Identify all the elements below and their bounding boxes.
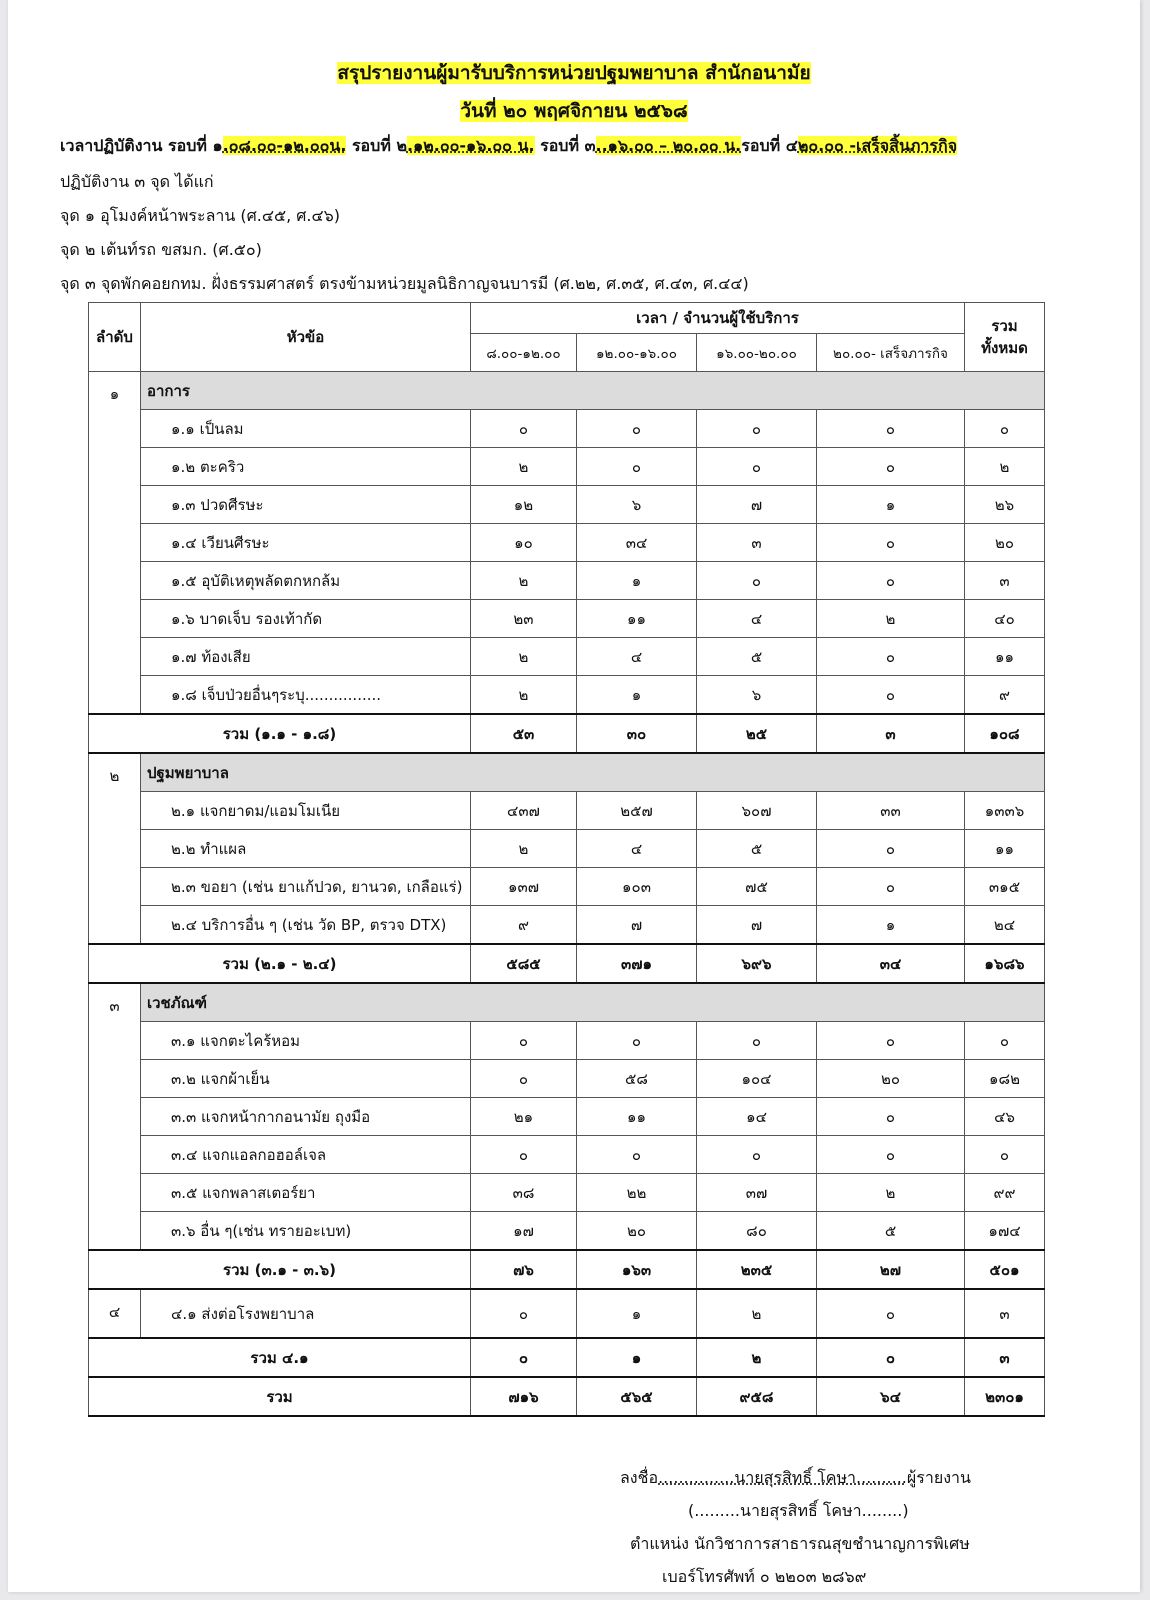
table-row (89, 792, 1045, 830)
row-label: ๑.๗ ท้องเสีย (141, 638, 471, 676)
row-slot-value: ๖๐๗ (697, 792, 817, 830)
row-slot-value: ๐ (817, 524, 965, 562)
row-slot-value: ๐ (697, 1136, 817, 1174)
row-label: ๓.๔ แจกแอลกอฮอล์เจล (141, 1136, 471, 1174)
row-slot-value: ๓๘ (471, 1174, 577, 1212)
signature-prefix: ลงชื่อ (620, 1468, 659, 1487)
section-header-row (89, 983, 1045, 1022)
row-slot-value: ๐ (577, 448, 697, 486)
round-2-time: .๑๒.๐๐-๑๖.๐๐ น. (406, 136, 535, 155)
row-total-value: ๙๙ (965, 1174, 1045, 1212)
row-label: ๔.๑ ส่งต่อโรงพยาบาล (141, 1289, 471, 1338)
section-total-value: ๑๖๓ (577, 1250, 697, 1289)
row-slot-value: ๔ (577, 638, 697, 676)
schedule-prefix: เวลาปฏิบัติงาน รอบที่ ๑ (60, 136, 223, 155)
row-slot-value: ๒ (471, 638, 577, 676)
row-slot-value: ๐ (817, 1022, 965, 1060)
report-page (8, 0, 1140, 1592)
table-row (89, 600, 1045, 638)
row-slot-value: ๒ (817, 600, 965, 638)
section-total-value: ๗๖ (471, 1250, 577, 1289)
row-slot-value: ๒ (697, 1289, 817, 1338)
grand-total-value: ๒๓๐๑ (965, 1377, 1045, 1416)
row-label: ๓.๑ แจกตะไคร้หอม (141, 1022, 471, 1060)
header-time-count: เวลา / จำนวนผู้ใช้บริการ (471, 303, 965, 334)
header-slot-4: ๒๐.๐๐- เสร็จภารกิจ (817, 334, 965, 372)
row-slot-value: ๐ (697, 410, 817, 448)
table-row (89, 524, 1045, 562)
table-row (89, 1136, 1045, 1174)
row-slot-value: ๓๔ (577, 524, 697, 562)
row-total-value: ๒๐ (965, 524, 1045, 562)
schedule-mid-1: รอบที่ ๒ (346, 136, 407, 155)
row-slot-value: ๑๑ (577, 1098, 697, 1136)
row-slot-value: ๑๐๔ (697, 1060, 817, 1098)
section-title: ปฐมพยาบาล (141, 753, 1045, 792)
round-1-time: .๐๘.๐๐-๑๒.๐๐น. (222, 136, 347, 155)
section-total-value: ๑๐๘ (965, 714, 1045, 753)
row-slot-value: ๑ (817, 486, 965, 524)
table-row (89, 448, 1045, 486)
row-label: ๒.๒ ทำแผล (141, 830, 471, 868)
row-total-value: ๙ (965, 676, 1045, 715)
row-slot-value: ๑ (577, 562, 697, 600)
header-seq: ลำดับ (89, 303, 141, 372)
row-slot-value: ๒ (471, 676, 577, 715)
row-slot-value: ๐ (817, 448, 965, 486)
header-total (965, 303, 1045, 372)
row-total-value: ๑๘๒ (965, 1060, 1045, 1098)
row-total-value: ๒๔ (965, 906, 1045, 945)
location-2: จุด ๒ เต้นท์รถ ขสมก. (ศ.๕๐) (60, 240, 262, 259)
row-slot-value: ๐ (817, 562, 965, 600)
row-total-value: ๒ (965, 448, 1045, 486)
row-slot-value: ๔ (697, 600, 817, 638)
grand-total-row (89, 1377, 1045, 1416)
row-label: ๒.๑ แจกยาดม/แอมโมเนีย (141, 792, 471, 830)
schedule-mid-3: รอบที่ ๔ (741, 136, 798, 155)
row-slot-value: ๑๑ (577, 600, 697, 638)
row-slot-value: ๒๓ (471, 600, 577, 638)
row-slot-value: ๑ (817, 906, 965, 945)
row-slot-value: ๘๐ (697, 1212, 817, 1251)
row-slot-value: ๑๐ (471, 524, 577, 562)
row-label: ๑.๕ อุบัติเหตุพลัดตกหกล้ม (141, 562, 471, 600)
table-row (89, 638, 1045, 676)
schedule-mid-2: รอบที่ ๓ (534, 136, 596, 155)
row-slot-value: ๒๐ (577, 1212, 697, 1251)
section-header-row (89, 372, 1045, 410)
table-row (89, 676, 1045, 715)
section-total-value: ๐ (471, 1338, 577, 1377)
section-total-label: รวม (๓.๑ - ๓.๖) (89, 1250, 471, 1289)
row-slot-value: ๗ (577, 906, 697, 945)
signature-line (620, 1466, 971, 1491)
row-total-value: ๒๖ (965, 486, 1045, 524)
section-total-label: รวม (๒.๑ - ๒.๔) (89, 944, 471, 983)
row-label: ๓.๓ แจกหน้ากากอนามัย ถุงมือ (141, 1098, 471, 1136)
row-slot-value: ๕ (697, 830, 817, 868)
row-slot-value: ๕ (817, 1212, 965, 1251)
grand-total-value: ๕๖๕ (577, 1377, 697, 1416)
section-seq: ๑ (89, 372, 141, 715)
grand-total-value: ๙๕๘ (697, 1377, 817, 1416)
section-seq: ๔ (89, 1289, 141, 1338)
section-total-value: ๓ (817, 714, 965, 753)
grand-total-value: ๖๔ (817, 1377, 965, 1416)
table-row (89, 562, 1045, 600)
row-slot-value: ๙ (471, 906, 577, 945)
row-slot-value: ๗ (697, 906, 817, 945)
row-slot-value: ๓๗ (697, 1174, 817, 1212)
row-slot-value: ๒๒ (577, 1174, 697, 1212)
section-title: เวชภัณฑ์ (141, 983, 1045, 1022)
grand-total-label: รวม (89, 1377, 471, 1416)
row-label: ๑.๖ บาดเจ็บ รองเท้ากัด (141, 600, 471, 638)
row-slot-value: ๒ (471, 830, 577, 868)
header-slot-3: ๑๖.๐๐-๒๐.๐๐ (697, 334, 817, 372)
row-total-value: ๓ (965, 562, 1045, 600)
header-topic: หัวข้อ (141, 303, 471, 372)
section-total-row (89, 714, 1045, 753)
row-slot-value: ๐ (817, 830, 965, 868)
row-slot-value: ๓ (697, 524, 817, 562)
section-total-value: ๑ (577, 1338, 697, 1377)
section-total-value: ๕๐๑ (965, 1250, 1045, 1289)
row-label: ๓.๒ แจกผ้าเย็น (141, 1060, 471, 1098)
row-label: ๑.๘ เจ็บป่วยอื่นๆระบุ................ (141, 676, 471, 715)
table-row (89, 830, 1045, 868)
section-total-value: ๒๗ (817, 1250, 965, 1289)
row-total-value: ๑๑ (965, 830, 1045, 868)
row-slot-value: ๒๐ (817, 1060, 965, 1098)
report-date (8, 96, 1140, 126)
row-slot-value: ๐ (817, 1289, 965, 1338)
row-label: ๓.๕ แจกพลาสเตอร์ยา (141, 1174, 471, 1212)
header-slot-2: ๑๒.๐๐-๑๖.๐๐ (577, 334, 697, 372)
row-slot-value: ๗ (697, 486, 817, 524)
section-total-value: ๓ (965, 1338, 1045, 1377)
section-total-value: ๓๔ (817, 944, 965, 983)
table-row (89, 1098, 1045, 1136)
row-slot-value: ๑๐๓ (577, 868, 697, 906)
row-total-value: ๑๗๔ (965, 1212, 1045, 1251)
section-title: อาการ (141, 372, 1045, 410)
schedule-line (60, 134, 957, 159)
row-slot-value: ๖ (697, 676, 817, 715)
row-slot-value: ๑๒ (471, 486, 577, 524)
row-slot-value: ๐ (817, 410, 965, 448)
row-slot-value: ๒๑ (471, 1098, 577, 1136)
row-total-value: ๔๐ (965, 600, 1045, 638)
row-total-value: ๔๖ (965, 1098, 1045, 1136)
section-total-value: ๑๖๘๖ (965, 944, 1045, 983)
table-row (89, 410, 1045, 448)
table-row (89, 486, 1045, 524)
section-total-value: ๐ (817, 1338, 965, 1377)
section-total-label: รวม (๑.๑ - ๑.๘) (89, 714, 471, 753)
row-label: ๒.๓ ขอยา (เช่น ยาแก้ปวด, ยานวด, เกลือแร่) (141, 868, 471, 906)
report-date-text: วันที่ ๒๐ พฤศจิกายน ๒๕๖๘ (460, 100, 688, 122)
header-total-line-1: รวม (991, 316, 1018, 335)
row-slot-value: ๐ (471, 410, 577, 448)
row-slot-value: ๖ (577, 486, 697, 524)
row-slot-value: ๐ (471, 1289, 577, 1338)
row-label: ๓.๖ อื่น ๆ(เช่น ทรายอะเบท) (141, 1212, 471, 1251)
report-title-text: สรุปรายงานผู้มารับบริการหน่วยปฐมพยาบาล สำนักอนามัย (337, 62, 811, 84)
row-slot-value: ๒ (471, 562, 577, 600)
round-3-time: ..๑๖.๐๐ – ๒๐.๐๐ น. (595, 136, 742, 155)
row-slot-value: ๒๕๗ (577, 792, 697, 830)
section-total-row (89, 1338, 1045, 1377)
row-slot-value: ๔๓๗ (471, 792, 577, 830)
row-slot-value: ๕๘ (577, 1060, 697, 1098)
row-slot-value: ๑๓๗ (471, 868, 577, 906)
round-4-time: ๒๐.๐๐ -เสร็จสิ้นภารกิจ (797, 136, 958, 155)
row-slot-value: ๑๗ (471, 1212, 577, 1251)
row-total-value: ๓ (965, 1289, 1045, 1338)
location-3: จุด ๓ จุดพักคอยกทม. ฝั่งธรรมศาสตร์ ตรงข้ามหน่วยมูลนิธิกาญจนบารมี (ศ.๒๒, ศ.๓๕, ศ.๔๓, ศ.๔๔) (60, 274, 749, 293)
location-1: จุด ๑ อุโมงค์หน้าพระลาน (ศ.๔๕, ศ.๔๖) (60, 206, 340, 225)
signature-name: ...............นายสุรสิทธิ์ โคษา.......... (658, 1468, 907, 1487)
row-label: ๑.๑ เป็นลม (141, 410, 471, 448)
section-total-value: ๒๓๕ (697, 1250, 817, 1289)
row-label: ๑.๔ เวียนศีรษะ (141, 524, 471, 562)
header-total-line-2: ทั้งหมด (981, 339, 1028, 357)
report-title (8, 58, 1140, 88)
row-slot-value: ๐ (817, 868, 965, 906)
table-row (89, 1060, 1045, 1098)
table-row (89, 868, 1045, 906)
row-slot-value: ๑๔ (697, 1098, 817, 1136)
row-total-value: ๐ (965, 1136, 1045, 1174)
signature-position: ตำแหน่ง นักวิชาการสาธารณสุขชำนาญการพิเศษ (630, 1534, 970, 1553)
row-slot-value: ๐ (471, 1022, 577, 1060)
row-slot-value: ๕ (697, 638, 817, 676)
row-slot-value: ๑ (577, 676, 697, 715)
section-total-value: ๒๕ (697, 714, 817, 753)
report-table-body (89, 372, 1045, 1417)
row-total-value: ๓๑๕ (965, 868, 1045, 906)
row-slot-value: ๐ (471, 1060, 577, 1098)
table-row (89, 1289, 1045, 1338)
signature-printed-name: (.........นายสุรสิทธิ์ โคษา........) (688, 1501, 909, 1520)
section-total-value: ๓๐ (577, 714, 697, 753)
row-slot-value: ๐ (697, 448, 817, 486)
row-total-value: ๑๑ (965, 638, 1045, 676)
section-total-label: รวม ๔.๑ (89, 1338, 471, 1377)
service-report-table (88, 302, 1045, 1417)
row-slot-value: ๐ (697, 1022, 817, 1060)
row-slot-value: ๓๓ (817, 792, 965, 830)
signature-phone: เบอร์โทรศัพท์ ๐ ๒๒๐๓ ๒๘๖๙ (662, 1567, 867, 1586)
row-label: ๑.๓ ปวดศีรษะ (141, 486, 471, 524)
row-slot-value: ๒ (817, 1174, 965, 1212)
section-total-row (89, 1250, 1045, 1289)
table-row (89, 1212, 1045, 1251)
row-total-value: ๑๓๓๖ (965, 792, 1045, 830)
section-total-value: ๕๘๕ (471, 944, 577, 983)
signature-suffix: ผู้รายงาน (906, 1468, 971, 1487)
section-seq: ๒ (89, 753, 141, 944)
row-slot-value: ๐ (817, 676, 965, 715)
row-slot-value: ๐ (817, 1098, 965, 1136)
row-slot-value: ๐ (817, 638, 965, 676)
table-row (89, 1174, 1045, 1212)
table-row (89, 1022, 1045, 1060)
row-total-value: ๐ (965, 1022, 1045, 1060)
row-label: ๒.๔ บริการอื่น ๆ (เช่น วัด BP, ตรวจ DTX) (141, 906, 471, 945)
section-total-value: ๒ (697, 1338, 817, 1377)
row-slot-value: ๑ (577, 1289, 697, 1338)
row-slot-value: ๒ (471, 448, 577, 486)
section-header-row (89, 753, 1045, 792)
row-slot-value: ๐ (577, 1022, 697, 1060)
section-total-value: ๖๙๖ (697, 944, 817, 983)
row-slot-value: ๐ (471, 1136, 577, 1174)
row-slot-value: ๐ (577, 410, 697, 448)
header-slot-1: ๘.๐๐-๑๒.๐๐ (471, 334, 577, 372)
grand-total-value: ๗๑๖ (471, 1377, 577, 1416)
section-seq: ๓ (89, 983, 141, 1250)
row-slot-value: ๔ (577, 830, 697, 868)
section-total-value: ๓๗๑ (577, 944, 697, 983)
section-total-value: ๕๓ (471, 714, 577, 753)
table-row (89, 906, 1045, 945)
row-slot-value: ๐ (817, 1136, 965, 1174)
row-label: ๑.๒ ตะคริว (141, 448, 471, 486)
row-total-value: ๐ (965, 410, 1045, 448)
row-slot-value: ๗๕ (697, 868, 817, 906)
locations-intro: ปฏิบัติงาน ๓ จุด ได้แก่ (60, 172, 214, 191)
row-slot-value: ๐ (577, 1136, 697, 1174)
section-total-row (89, 944, 1045, 983)
row-slot-value: ๐ (697, 562, 817, 600)
